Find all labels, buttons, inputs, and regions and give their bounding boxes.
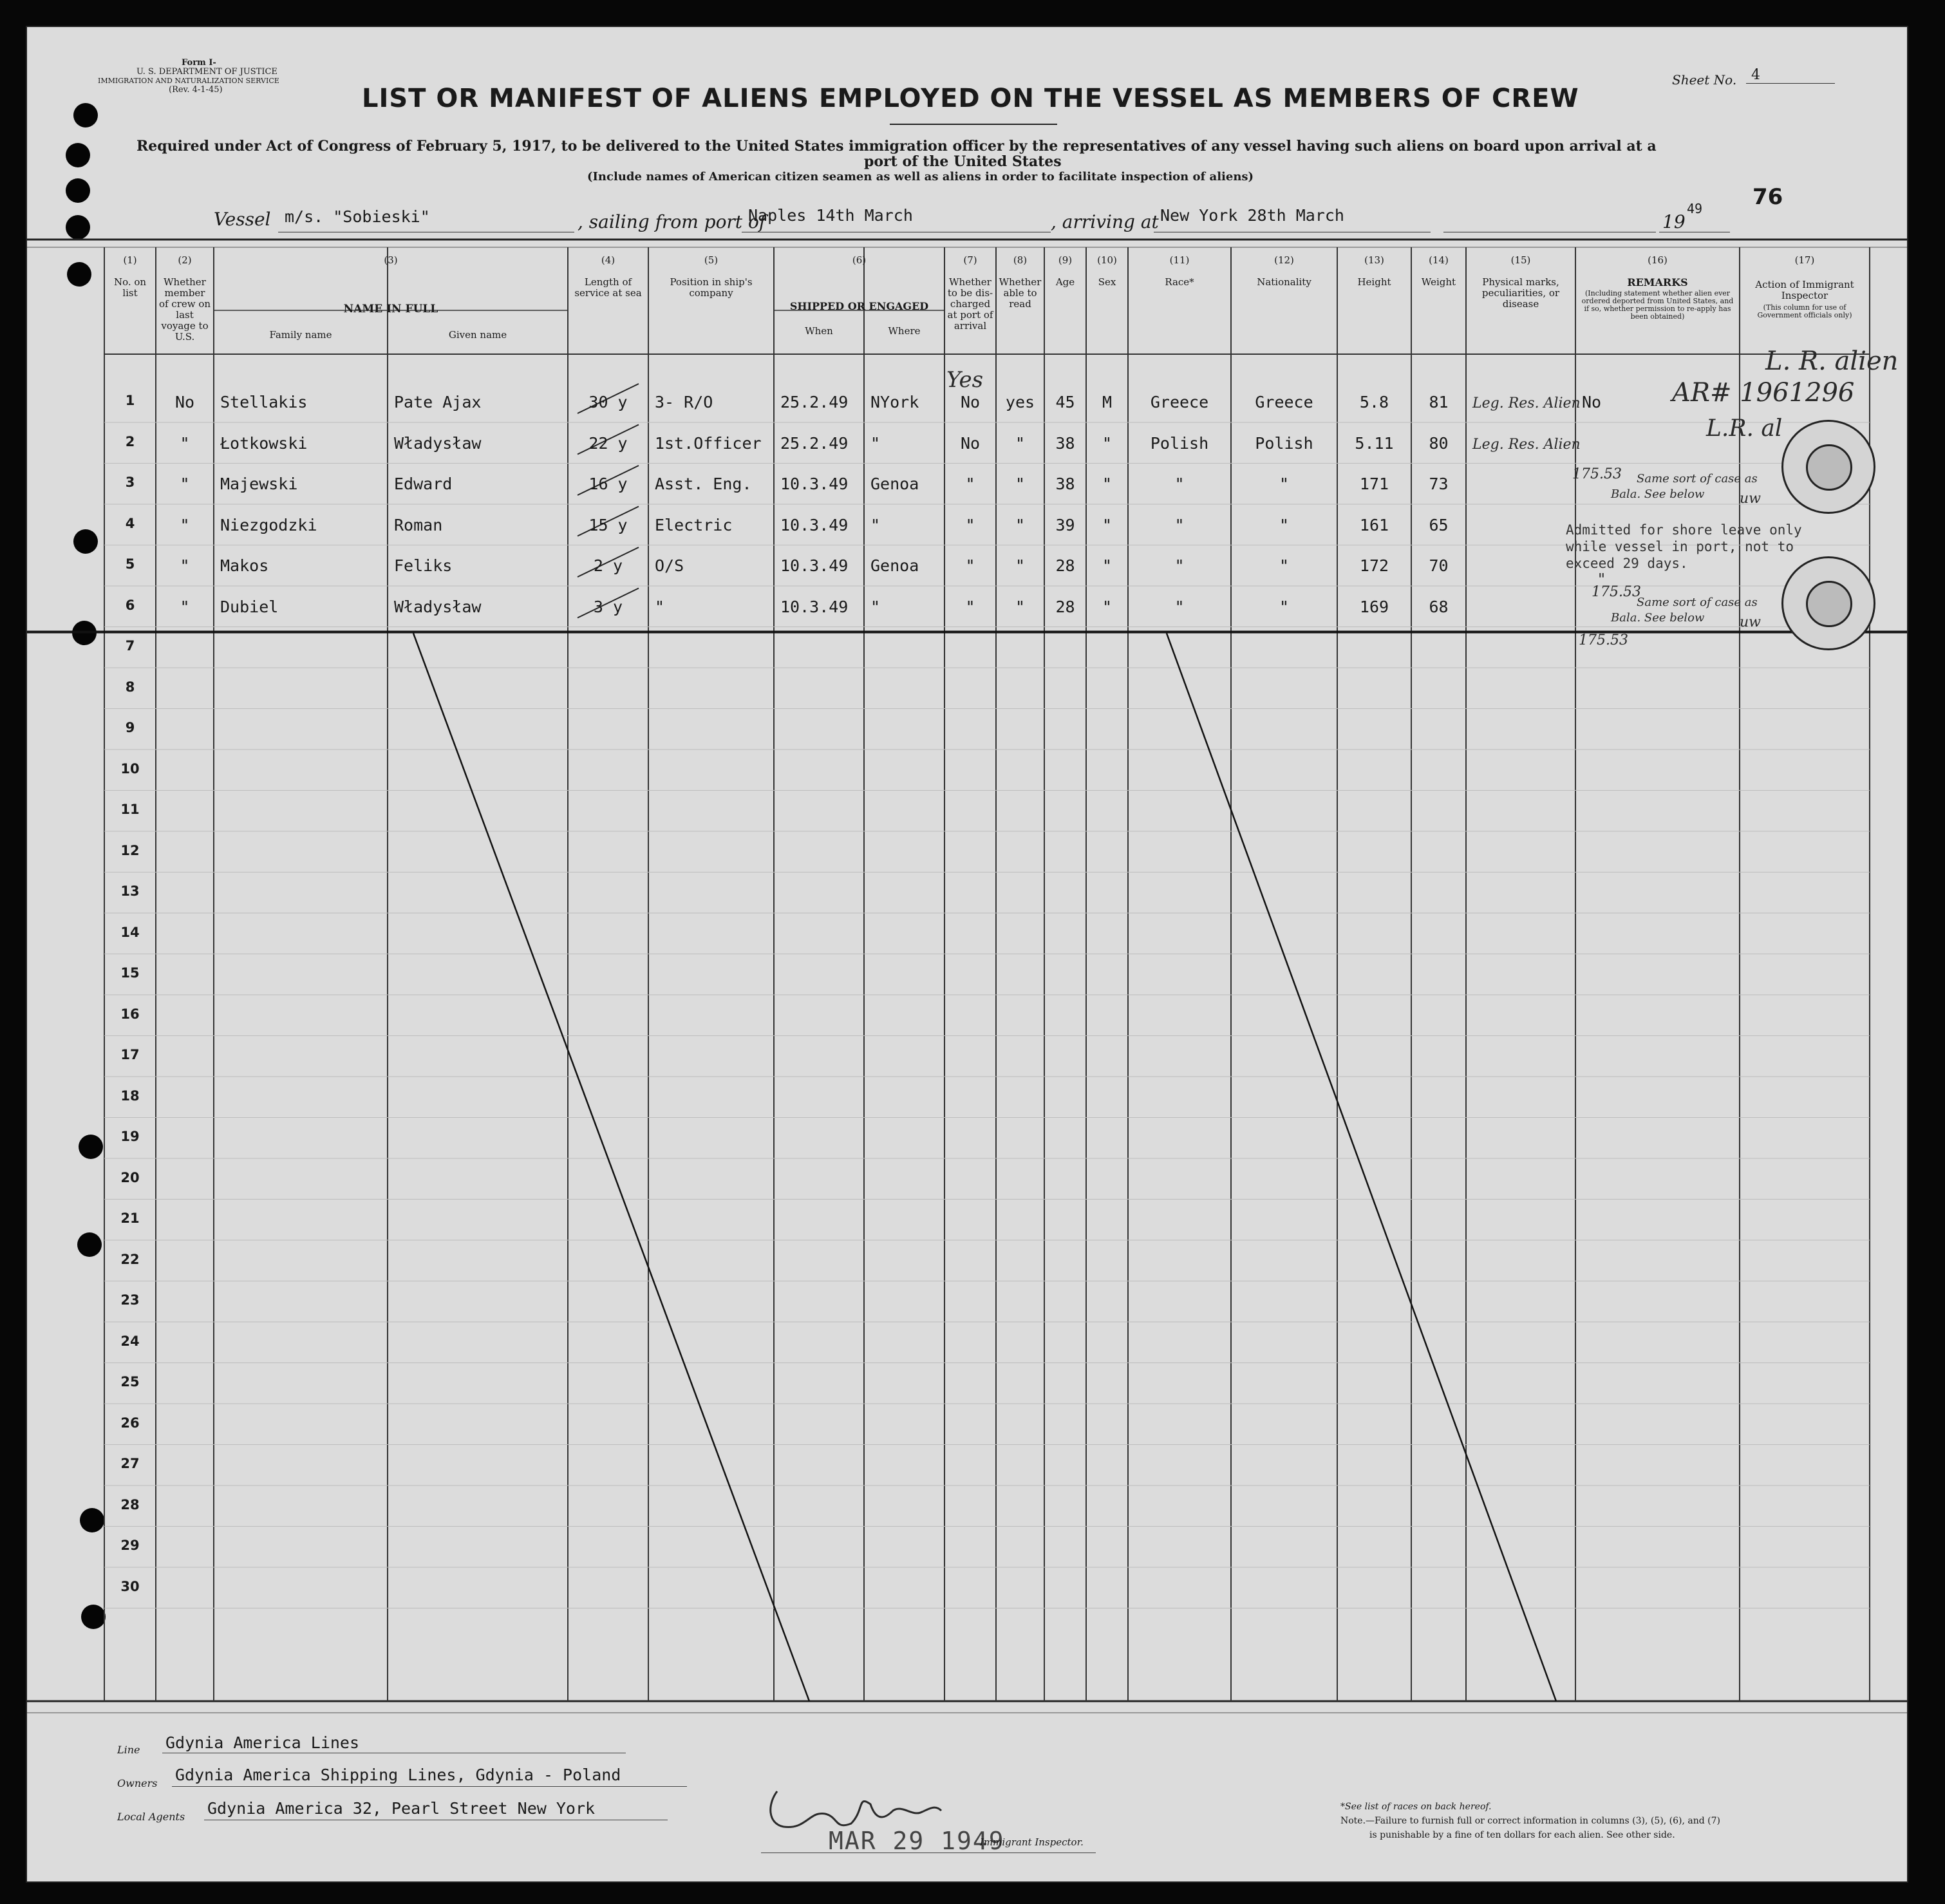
row-number: 18 [120,1088,140,1104]
nationality-cell: " [1279,475,1290,493]
row-number: 2 [125,433,135,449]
when-cell: 25.2.49 [780,393,849,411]
weight-cell: 80 [1429,433,1449,453]
length-of-service-cell: 16 y [588,475,628,493]
discharge-yes-annotation: Yes [946,367,984,393]
discharged-cell: No [960,433,981,453]
able-to-read-cell: " [1015,556,1026,575]
column-header: Whether member of crew on last voyage to U.S. [158,276,211,343]
column-number: (3) [384,254,398,266]
weight-cell: 68 [1429,597,1449,616]
column-header: Race* [1165,276,1194,288]
inspector-label: Immigrant Inspector. [980,1836,1084,1848]
column-number: (10) [1097,254,1117,266]
height-cell: 169 [1359,597,1389,616]
owners-underline [172,1786,687,1787]
height-cell: 171 [1359,475,1389,493]
row-number: 28 [120,1496,140,1513]
length-of-service-cell: 30 y [588,393,628,411]
sex-cell: " [1102,515,1113,534]
length-of-service-cell: 2 y [593,556,623,575]
row-number: 25 [120,1374,140,1390]
where-cell: Genoa [870,556,919,575]
date-stamp: MAR 29 1949 [829,1827,1005,1855]
row-number: 10 [120,760,140,777]
discharged-cell: " [965,556,975,575]
column-number: (4) [601,254,615,266]
race-cell: Polish [1150,433,1209,453]
line-value: Gdynia America Lines [165,1733,360,1752]
row-number: 21 [120,1211,140,1226]
sex-cell: " [1102,556,1113,575]
age-cell: 39 [1055,515,1075,534]
action-note: (This column for use of Government officials only) [1757,303,1852,319]
discharged-cell: " [965,597,975,616]
row-number: 9 [125,720,135,735]
list-number: 76 [1752,184,1783,210]
row-number: 19 [120,1129,140,1144]
line-label: Line [117,1744,140,1756]
row-number: 11 [120,802,140,817]
column-number: (12) [1274,254,1294,266]
able-to-read-cell: " [1015,597,1026,616]
row-number: 5 [125,556,135,572]
column-header: Age [1055,276,1075,288]
where-cell: " [870,433,881,453]
crew-member-cell: " [180,433,190,453]
given-name-cell: Roman [394,515,443,534]
column-number: (2) [178,254,192,266]
include-line: (Include names of American citizen seamen as well as aliens in order to facilitate inspection of aliens) [587,170,1254,184]
family-name-header: Family name [269,329,332,341]
owners-label: Owners [117,1777,158,1789]
remarks-cell: No [1582,393,1602,411]
year-prefix: 19 [1662,211,1686,232]
age-cell: 38 [1055,475,1075,493]
form-dept: U. S. DEPARTMENT OF JUSTICE [136,67,277,77]
sex-cell: M [1102,393,1113,411]
physical-marks-cell: Leg. Res. Alien [1472,436,1581,453]
age-cell: 28 [1055,597,1075,616]
races-note: *See list of races on back hereof. [1340,1802,1492,1812]
age-cell: 28 [1055,556,1075,575]
row-number: 1 [125,393,135,408]
column-header: Sex [1098,276,1116,288]
weight-cell: 73 [1429,475,1449,493]
crew-member-cell: No [174,393,195,411]
column-number: (8) [1013,254,1028,266]
race-cell: Greece [1150,393,1209,411]
initials-1: uw [1740,491,1761,507]
sheet-label: Sheet No. [1672,72,1737,88]
where-header: Where [888,325,921,337]
weight-cell: 70 [1429,556,1449,575]
nationality-cell: " [1279,556,1290,575]
required-line-2: port of the United States [864,153,1062,170]
family-name-cell: Stellakis [220,393,308,411]
position-cell: " [655,597,665,616]
column-number: (11) [1169,254,1190,266]
row-number: 23 [120,1292,140,1308]
given-name-cell: Władysław [394,597,482,616]
arriving-at: New York 28th March [1160,206,1344,225]
position-cell: O/S [655,556,684,575]
sex-cell: " [1102,475,1113,493]
column-number: (16) [1648,254,1668,266]
position-cell: Asst. Eng. [655,475,752,493]
form-id: Form I- [182,58,216,68]
age-cell: 45 [1055,393,1075,411]
column-number: (9) [1058,254,1073,266]
consulate-seal-stamp [1781,556,1875,650]
able-to-read-cell: " [1015,515,1026,534]
length-of-service-cell: 22 y [588,433,628,453]
nationality-cell: " [1279,515,1290,534]
shipped-header: SHIPPED OR ENGAGED [789,300,929,312]
race-cell: " [1174,515,1185,534]
cancel-stroke [1167,634,1556,1702]
fine-note-2: is punishable by a fine of ten dollars for each alien. See other side. [1369,1830,1675,1840]
column-number: (7) [963,254,977,266]
year-suffix: 49 [1687,201,1703,216]
weight-cell: 81 [1429,393,1449,411]
lr-alien-annotation: L. R. alien [1765,346,1899,376]
able-to-read-cell: " [1015,475,1026,493]
able-to-read-cell: yes [1005,393,1035,411]
column-header: Height [1357,276,1391,288]
page-title: LIST OR MANIFEST OF ALIENS EMPLOYED ON THE VESSEL AS MEMBERS OF CREW [362,84,1579,113]
position-cell: 1st.Officer [655,433,762,453]
race-cell: " [1174,556,1185,575]
eagle-seal-icon [1806,581,1852,627]
vessel-name: m/s. "Sobieski" [285,207,430,226]
row-number: 13 [120,883,140,899]
given-name-cell: Feliks [394,556,453,575]
family-name-cell: Makos [220,556,269,575]
length-of-service-cell: 3 y [593,597,623,616]
nationality-cell: " [1279,597,1290,616]
sheet-number: 4 [1746,67,1835,84]
when-cell: 10.3.49 [780,475,849,493]
consulate-seal-stamp [1781,420,1875,514]
manifest-sheet [26,26,1908,1883]
admitted-text: Admitted for shore leave only while vessel in port, not to exceed 29 days. [1566,522,1802,571]
crew-member-cell: " [180,515,190,534]
row-number: 20 [120,1169,140,1185]
action-header: Action of Immigrant Inspector [1755,279,1854,301]
required-line-1: Required under Act of Congress of February 5, 1917, to be delivered to the United States immigration officer by the representatives of any vessel having such aliens on board upon arrival at a [136,138,1657,155]
where-cell: NYork [870,393,919,411]
given-name-header: Given name [448,329,507,341]
ditto-mark: " [1598,570,1606,589]
row-number: 3 [125,475,135,490]
crew-member-cell: " [180,475,190,493]
given-name-cell: Pate Ajax [394,393,482,411]
race-cell: " [1174,597,1185,616]
row-number: 4 [125,515,135,531]
when-header: When [805,325,833,337]
row-number: 6 [125,597,135,613]
family-name-cell: Łotkowski [220,433,308,453]
code-c: 175.53 [1579,632,1628,648]
when-cell: 10.3.49 [780,556,849,575]
height-cell: 5.11 [1355,433,1394,453]
fine-note: Note.—Failure to furnish full or correct information in columns (3), (5), (6), and (7) [1340,1816,1720,1826]
column-number: (14) [1429,254,1449,266]
row-number: 15 [120,965,140,981]
column-number: (17) [1794,254,1815,266]
sex-cell: " [1102,597,1113,616]
nationality-cell: Greece [1255,393,1313,411]
weight-cell: 65 [1429,515,1449,534]
row-number: 22 [120,1251,140,1267]
race-cell: " [1174,475,1185,493]
position-cell: Electric [655,515,733,534]
column-number: (6) [852,254,867,266]
discharged-cell: No [960,393,981,411]
form-rev: (Rev. 4-1-45) [169,85,223,95]
remarks-header: REMARKS [1627,276,1688,288]
given-name-cell: Edward [394,475,453,493]
column-number: (1) [123,254,137,266]
sailing-from: Naples 14th March [748,206,913,225]
column-number: (13) [1364,254,1384,266]
row-number: 26 [120,1415,140,1431]
eagle-seal-icon [1806,444,1852,491]
height-cell: 172 [1359,556,1389,575]
agents-value: Gdynia America 32, Pearl Street New York [207,1799,596,1818]
height-cell: 5.8 [1359,393,1389,411]
when-cell: 25.2.49 [780,433,849,453]
form-service: IMMIGRATION AND NATURALIZATION SERVICE [98,77,279,85]
column-number: (15) [1510,254,1531,266]
family-name-cell: Majewski [220,475,298,493]
crew-member-cell: " [180,597,190,616]
where-cell: " [870,597,881,616]
given-name-cell: Władysław [394,433,482,453]
where-cell: " [870,515,881,534]
same-sort-1: Same sort of case as Bala. See below [1611,472,1758,501]
lr-al-annotation: L.R. al [1706,415,1783,442]
where-cell: Genoa [870,475,919,493]
column-header: Physical marks, peculiarities, or disease [1481,276,1560,310]
row-number: 8 [125,679,135,695]
row-number: 17 [120,1047,140,1062]
length-of-service-cell: 15 y [588,515,628,534]
same-sort-2: Same sort of case as Bala. See below [1611,596,1758,625]
initials-2: uw [1740,614,1761,630]
row-number: 7 [125,638,135,654]
vessel-label: Vessel [214,209,271,230]
row-number: 30 [120,1578,140,1594]
family-name-cell: Dubiel [220,597,279,616]
able-to-read-cell: " [1015,433,1026,453]
row-number: 24 [120,1333,140,1349]
column-header: No. on list [113,276,147,299]
when-cell: 10.3.49 [780,597,849,616]
discharged-cell: " [965,475,975,493]
column-header: Length of service at sea [574,276,642,299]
cancel-stroke [413,634,809,1702]
position-cell: 3- R/O [655,393,713,411]
family-name-cell: Niezgodzki [220,515,317,534]
row-number: 27 [120,1456,140,1471]
column-header: Whether to be dis-charged at port of arrival [947,276,993,332]
arriving-label: , arriving at [1051,211,1159,232]
sex-cell: " [1102,433,1113,453]
physical-marks-cell: Leg. Res. Alien [1472,395,1581,411]
row-number: 14 [120,924,140,940]
sailing-label: , sailing from port of [578,211,766,232]
column-header: Position in ship's company [670,276,753,299]
when-cell: 10.3.49 [780,515,849,534]
age-cell: 38 [1055,433,1075,453]
nationality-cell: Polish [1255,433,1313,453]
height-cell: 161 [1359,515,1389,534]
code-b: 175.53 [1592,584,1641,600]
column-header: Whether able to read [999,276,1042,310]
remarks-note: (Including statement whether alien ever ordered deported from United States, and if so, whether permission to re-apply has been obtained) [1581,289,1734,321]
row-number: 12 [120,842,140,858]
code-a: 175.53 [1572,466,1622,482]
row-number: 29 [120,1538,140,1553]
inspector-underline [761,1852,1096,1853]
column-header: Weight [1421,276,1456,288]
column-header: Nationality [1257,276,1311,288]
owners-value: Gdynia America Shipping Lines, Gdynia - Poland [175,1766,621,1784]
discharged-cell: " [965,515,975,534]
name-in-full-header: NAME IN FULL [343,303,438,316]
row-number: 16 [120,1006,140,1022]
crew-member-cell: " [180,556,190,575]
column-number: (5) [704,254,719,266]
ar-number-annotation: AR# 1961296 [1672,378,1855,408]
agents-label: Local Agents [117,1811,185,1823]
